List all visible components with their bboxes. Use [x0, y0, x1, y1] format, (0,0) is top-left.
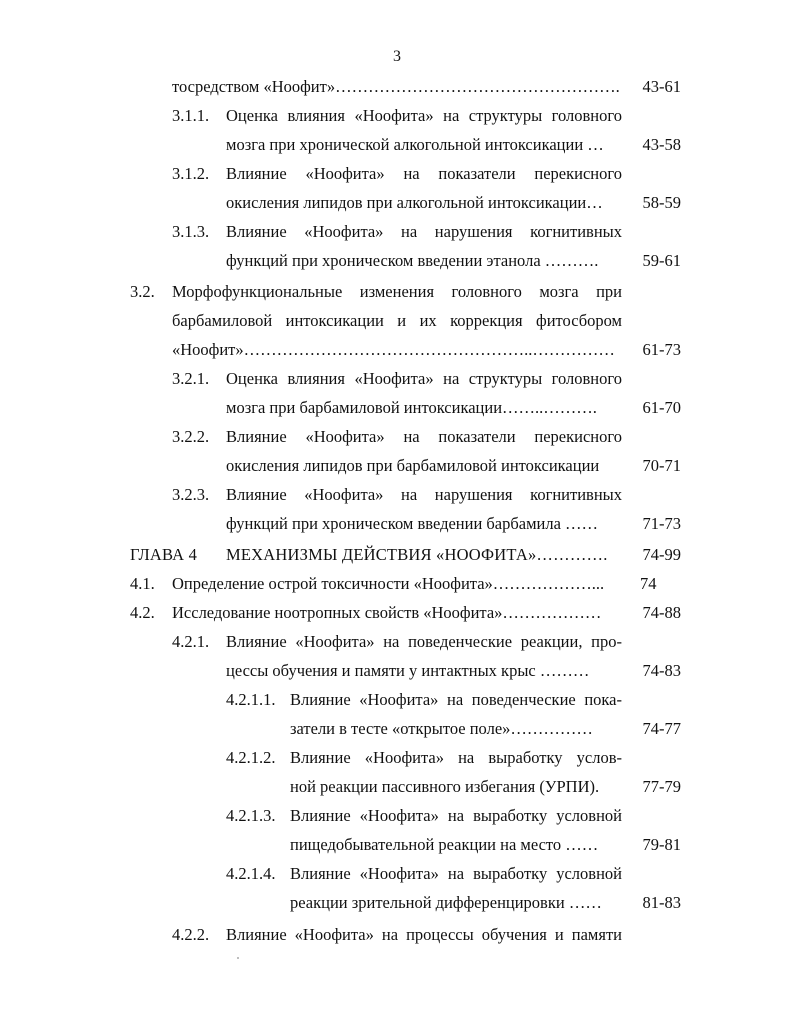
- toc-row: [0, 281, 794, 310]
- toc-section-number: 4.2.1.4.: [226, 864, 276, 883]
- toc-row: [0, 455, 794, 484]
- toc-row: [0, 163, 794, 192]
- toc-entry-text: функций при хроническом введении этанола ……….: [226, 251, 599, 270]
- toc-row: [0, 863, 794, 892]
- toc-row: [0, 426, 794, 455]
- toc-entry-text: Морфофункциональные изменения головного мозга при: [172, 282, 622, 301]
- toc-entry-text: Влияние «Ноофита» на поведенческие пока-: [290, 690, 622, 709]
- toc-row: [0, 834, 794, 863]
- toc-section-number: 4.2.1.1.: [226, 690, 276, 709]
- toc-row: [0, 747, 794, 776]
- toc-row: [0, 631, 794, 660]
- toc-entry-text: Влияние «Ноофита» на нарушения когнитивных: [226, 485, 622, 504]
- toc-page-range: 43-58: [642, 135, 681, 154]
- toc-row: [0, 573, 794, 602]
- toc-row: [0, 924, 794, 953]
- toc-entry-text: Исследование ноотропных свойств «Ноофита»………………: [172, 603, 602, 622]
- toc-row: [0, 134, 794, 163]
- toc-row: [0, 250, 794, 279]
- toc-row: [0, 513, 794, 542]
- toc-chapter-number: ГЛАВА 4: [130, 545, 198, 564]
- toc-section-number: 3.1.2.: [172, 164, 210, 183]
- toc-entry-text: реакции зрительной дифференцировки ……: [290, 893, 602, 912]
- toc-row: [0, 484, 794, 513]
- toc-page-range: 71-73: [642, 514, 681, 533]
- toc-entry-text: функций при хроническом введении барбамила ……: [226, 514, 599, 533]
- toc-section-number: 3.2.: [130, 282, 155, 301]
- toc-section-number: 4.2.: [130, 603, 155, 622]
- toc-entry-text: ной реакции пассивного избегания (УРПИ).: [290, 777, 600, 796]
- toc-entry-text: Оценка влияния «Ноофита» на структуры головного: [226, 369, 622, 388]
- toc-row-chapter: [0, 544, 794, 573]
- toc-entry-text: Влияние «Ноофита» на процессы обучения и памяти: [226, 925, 622, 944]
- toc-row: [0, 805, 794, 834]
- toc-page-range: 79-81: [642, 835, 681, 854]
- toc-section-number: 3.2.1.: [172, 369, 210, 388]
- toc-entry-text: Определение острой токсичности «Ноофита»………………...: [172, 574, 605, 593]
- toc-entry-text: Влияние «Ноофита» на показатели перекисного: [226, 427, 622, 446]
- toc-section-number: 3.1.1.: [172, 106, 210, 125]
- toc-entry-text: мозга при хронической алкогольной интоксикации …: [226, 135, 604, 154]
- toc-row: [0, 397, 794, 426]
- toc-section-number: 3.1.3.: [172, 222, 210, 241]
- toc-page-range: 61-70: [642, 398, 681, 417]
- toc-page-range: 74-83: [642, 661, 681, 680]
- toc-entry-text: Влияние «Ноофита» на выработку условной: [290, 806, 622, 825]
- toc-row: [0, 776, 794, 805]
- toc-row: [0, 192, 794, 221]
- toc-row: [0, 689, 794, 718]
- scan-speck: [237, 957, 239, 959]
- toc-entry-text: барбамиловой интоксикации и их коррекция фитосбором: [172, 311, 622, 330]
- toc-entry-text: «Ноофит»……………………………………………..……………: [172, 340, 615, 359]
- toc-page-range: 58-59: [642, 193, 681, 212]
- toc-row: [0, 105, 794, 134]
- toc-section-number: 4.1.: [130, 574, 155, 593]
- toc-section-number: 3.2.3.: [172, 485, 210, 504]
- toc-page-range: 81-83: [642, 893, 681, 912]
- toc-row: [0, 76, 794, 105]
- toc-row: [0, 221, 794, 250]
- toc-entry-text: Влияние «Ноофита» на показатели перекисного: [226, 164, 622, 183]
- toc-entry-text: затели в тесте «открытое поле»……………: [290, 719, 593, 738]
- toc-row: [0, 718, 794, 747]
- toc-page-range: 74-99: [642, 545, 681, 564]
- toc-page-range: 74-88: [642, 603, 681, 622]
- toc-row: [0, 660, 794, 689]
- toc-entry-text: окисления липидов при барбамиловой интоксикации: [226, 456, 600, 475]
- toc-section-number: 4.2.1.2.: [226, 748, 276, 767]
- toc-entry-text: Влияние «Ноофита» на нарушения когнитивных: [226, 222, 622, 241]
- toc-page-range: 74: [640, 574, 657, 593]
- toc-page-range: 74-77: [642, 719, 681, 738]
- toc-entry-text: тосредством «Ноофит»…………………………………………….: [172, 77, 620, 96]
- toc-row: [0, 602, 794, 631]
- toc-row: [0, 339, 794, 368]
- toc-entry-text: Влияние «Ноофита» на выработку услов-: [290, 748, 622, 767]
- toc-section-number: 4.2.2.: [172, 925, 210, 944]
- toc-page-range: 61-73: [642, 340, 681, 359]
- toc-section-number: 4.2.1.3.: [226, 806, 276, 825]
- toc-section-number: 3.2.2.: [172, 427, 210, 446]
- toc-page-range: 77-79: [642, 777, 681, 796]
- toc-entry-text: Оценка влияния «Ноофита» на структуры головного: [226, 106, 622, 125]
- toc-entry-text: Влияние «Ноофита» на поведенческие реакции, про-: [226, 632, 622, 651]
- toc-chapter-title: МЕХАНИЗМЫ ДЕЙСТВИЯ «НООФИТА»………….: [226, 545, 608, 564]
- toc-row: [0, 368, 794, 397]
- toc-entry-text: цессы обучения и памяти у интактных крыс ………: [226, 661, 590, 680]
- toc-section-number: 4.2.1.: [172, 632, 210, 651]
- toc-entry-text: окисления липидов при алкогольной интоксикации…: [226, 193, 603, 212]
- toc-page-range: 70-71: [642, 456, 681, 475]
- toc-page-range: 59-61: [642, 251, 681, 270]
- toc-row: [0, 892, 794, 921]
- toc-entry-text: мозга при барбамиловой интоксикации……..……….: [226, 398, 597, 417]
- toc-entry-text: пищедобывательной реакции на место ……: [290, 835, 599, 854]
- toc-entry-text: Влияние «Ноофита» на выработку условной: [290, 864, 622, 883]
- toc-page-range: 43-61: [642, 77, 681, 96]
- page-number: 3: [393, 48, 401, 65]
- toc-row: [0, 310, 794, 339]
